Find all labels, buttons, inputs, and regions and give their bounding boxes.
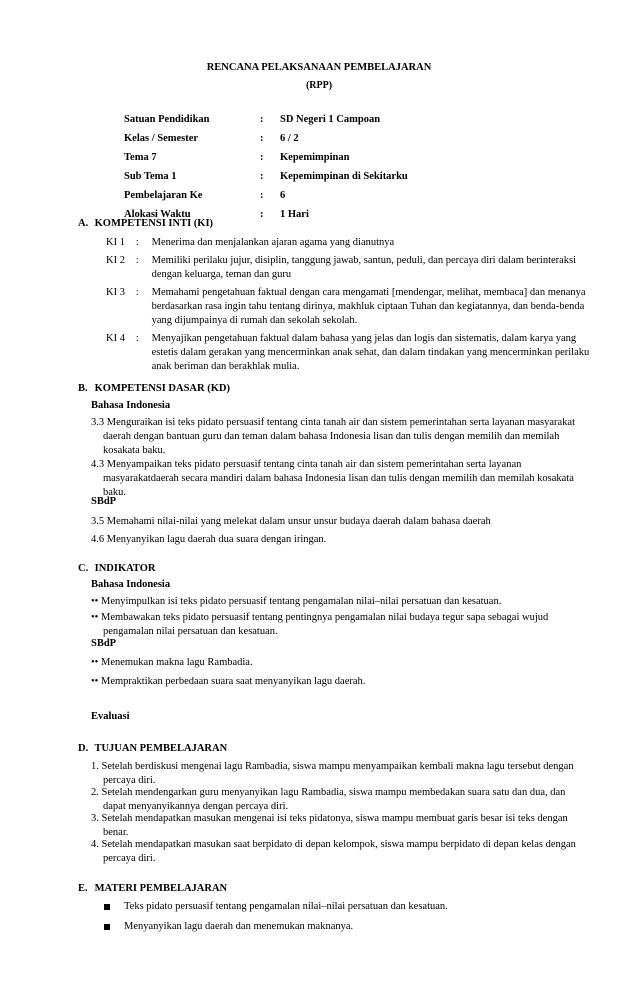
ki-text: [152, 254, 596, 282]
identity-table: [124, 113, 500, 227]
tujuan-line: benar.: [103, 827, 129, 838]
ki-row: [106, 254, 596, 282]
tujuan-item: [91, 838, 591, 866]
identity-label: Pembelajaran Ke: [124, 190, 203, 201]
square-bullet-icon: [104, 904, 110, 910]
ki-line: anak beriman dan berakhlak mulia.: [151, 361, 300, 372]
ki-colon: :: [135, 255, 139, 266]
materi-item: [104, 900, 448, 914]
section-c-heading: [78, 562, 156, 576]
identity-colon: :: [260, 171, 264, 182]
ki-line: Menerima dan menjalankan ajaran agama yang dianutnya: [151, 237, 395, 248]
kd-sbdp-heading: SBdP: [91, 496, 117, 507]
materi-item: [104, 920, 353, 934]
kd-3-5: 3.5 Memahami nilai-nilai yang melekat dalam unsur unsur budaya daerah dalam bahasa daerah: [91, 516, 491, 527]
indikator-line: pengamalan nilai persatuan dan kesatuan.: [103, 626, 278, 637]
indikator-item: •• Menyimpulkan isi teks pidato persuasif tentang pengamalan nilai–nilai persatuan dan kesatuan.: [91, 596, 502, 607]
kd-4-3: [91, 458, 591, 500]
section-title: TUJUAN PEMBELAJARAN: [94, 743, 228, 754]
ki-line: dengan keluarga, teman dan guru: [151, 269, 292, 280]
ki-row: [106, 236, 596, 250]
section-b-heading: [78, 382, 230, 396]
identity-colon: :: [260, 133, 264, 144]
indikator-bi-heading: Bahasa Indonesia: [91, 579, 171, 590]
identity-label: Kelas / Semester: [124, 133, 199, 144]
section-letter: E.: [78, 883, 88, 894]
section-d-heading: [78, 742, 227, 756]
section-title: KOMPETENSI INTI (KI): [94, 218, 214, 229]
kd-line: 3.3 Menguraikan isi teks pidato persuasif tentang cinta tanah air dan sistem pemerintahan serta layanan masyarakat: [91, 417, 575, 428]
identity-value: 6 / 2: [280, 133, 299, 144]
identity-row: [124, 132, 500, 151]
evaluasi-heading: Evaluasi: [91, 711, 130, 722]
kd-line: kosakata baku.: [103, 445, 166, 456]
identity-colon: :: [260, 114, 264, 125]
ki-line: berdasarkan rasa ingin tahu tentang dirinya, makhluk ciptaan Tuhan dan kegiatannya, dan benda-benda: [151, 301, 585, 312]
indikator-item: •• Menemukan makna lagu Rambadia.: [91, 657, 253, 668]
ki-colon: :: [135, 287, 139, 298]
ki-line: Menyajikan pengetahuan faktual dalam bahasa yang jelas dan logis dan sistematis, dalam karya yang: [151, 333, 577, 344]
ki-line: Memiliki perilaku jujur, disiplin, tanggung jawab, santun, peduli, dan percaya diri dalam berinteraksi: [151, 255, 577, 266]
tujuan-line: percaya diri.: [103, 775, 156, 786]
document-subtitle: (RPP): [305, 80, 333, 91]
ki-code: KI 2: [106, 255, 125, 266]
indikator-item: [91, 611, 591, 639]
section-letter: B.: [78, 383, 88, 394]
indikator-line: •• Membawakan teks pidato persuasif tentang pentingnya pengamalan nilai budaya tegur sapa sebagai wujud: [91, 612, 549, 623]
tujuan-line: percaya diri.: [103, 853, 156, 864]
ki-row: [106, 286, 596, 328]
ki-table: [106, 236, 596, 378]
kd-line: baku.: [103, 487, 127, 498]
kd-line: daerah dengan bantuan guru dan teman dalam bahasa Indonesia lisan dan tulis dengan memilih dan memilah: [103, 431, 560, 442]
identity-label: Satuan Pendidikan: [124, 114, 210, 125]
identity-value: Kepemimpinan: [280, 152, 350, 163]
tujuan-item: [91, 760, 591, 788]
identity-colon: :: [260, 152, 264, 163]
tujuan-line: dapat menyanyikannya dengan percaya diri.: [103, 801, 289, 812]
ki-text: [152, 286, 596, 328]
kd-4-6: 4.6 Menyanyikan lagu daerah dua suara dengan iringan.: [91, 534, 327, 545]
identity-label: Tema 7: [124, 152, 157, 163]
identity-value: 6: [280, 190, 286, 201]
section-letter: D.: [78, 743, 89, 754]
section-a-heading: [78, 217, 213, 231]
indikator-item: •• Mempraktikan perbedaan suara saat menyanyikan lagu daerah.: [91, 676, 366, 687]
document-title: RENCANA PELAKSANAAN PEMBELAJARAN: [206, 62, 432, 73]
ki-code: KI 1: [106, 237, 125, 248]
section-letter: C.: [78, 563, 89, 574]
square-bullet-icon: [104, 924, 110, 930]
ki-line: yang dijumpainya di rumah dan sekolah sekolah.: [151, 315, 358, 326]
section-e-heading: [78, 882, 227, 896]
materi-text: Teks pidato persuasif tentang pengamalan nilai–nilai persatuan dan kesatuan.: [124, 901, 448, 912]
ki-colon: :: [135, 237, 139, 248]
kd-bi-heading: Bahasa Indonesia: [91, 400, 171, 411]
tujuan-line: 2. Setelah mendengarkan guru menyanyikan lagu Rambadia, siswa mampu membedakan suara satu dan dua, dan: [91, 787, 566, 798]
identity-row: [124, 170, 500, 189]
ki-code: KI 4: [106, 333, 125, 344]
ki-line: estetis dalam gerakan yang mencerminkan anak sehat, dan dalam tindakan yang mencerminkan perilaku: [151, 347, 590, 358]
section-letter: A.: [78, 218, 89, 229]
indikator-sbdp-heading: SBdP: [91, 638, 117, 649]
ki-line: Memahami pengetahuan faktual dengan cara mengamati [mendengar, melihat, membaca] dan menanya: [151, 287, 586, 298]
section-title: INDIKATOR: [94, 563, 156, 574]
identity-value: Kepemimpinan di Sekitarku: [280, 171, 408, 182]
tujuan-item: [91, 812, 591, 840]
identity-colon: :: [260, 190, 264, 201]
tujuan-line: 3. Setelah mendapatkan masukan mengenai isi teks pidatonya, siswa mampu membuat garis besar isi teks dengan: [91, 813, 568, 824]
identity-row: [124, 151, 500, 170]
kd-line: masyarakatdaerah secara mandiri dalam bahasa Indonesia lisan dan tulis dengan memilih dan memilah kosakata: [103, 473, 574, 484]
identity-label: Alokasi Waktu: [124, 209, 191, 220]
kd-line: 4.3 Menyampaikan teks pidato persuasif tentang cinta tanah air dan sistem pemerintahan serta layanan: [91, 459, 522, 470]
identity-colon: :: [260, 209, 264, 220]
materi-text: Menyanyikan lagu daerah dan menemukan maknanya.: [124, 921, 354, 932]
ki-text: [152, 236, 596, 250]
identity-value: 1 Hari: [280, 209, 309, 220]
tujuan-item: [91, 786, 591, 814]
tujuan-line: 1. Setelah berdiskusi mengenai lagu Rambadia, siswa mampu menyampaikan kembali makna lagu tersebut dengan: [91, 761, 574, 772]
ki-text: [152, 332, 596, 374]
identity-value: SD Negeri 1 Campoan: [280, 114, 381, 125]
ki-colon: :: [135, 333, 139, 344]
identity-row: [124, 113, 500, 132]
section-title: KOMPETENSI DASAR (KD): [94, 383, 230, 394]
ki-code: KI 3: [106, 287, 125, 298]
identity-label: Sub Tema 1: [124, 171, 177, 182]
kd-3-3: [91, 416, 591, 458]
section-title: MATERI PEMBELAJARAN: [94, 883, 228, 894]
identity-row: [124, 189, 500, 208]
ki-row: [106, 332, 596, 374]
tujuan-line: 4. Setelah mendapatkan masukan saat berpidato di depan kelompok, siswa mampu berpidato di depan kelas dengan: [91, 839, 576, 850]
